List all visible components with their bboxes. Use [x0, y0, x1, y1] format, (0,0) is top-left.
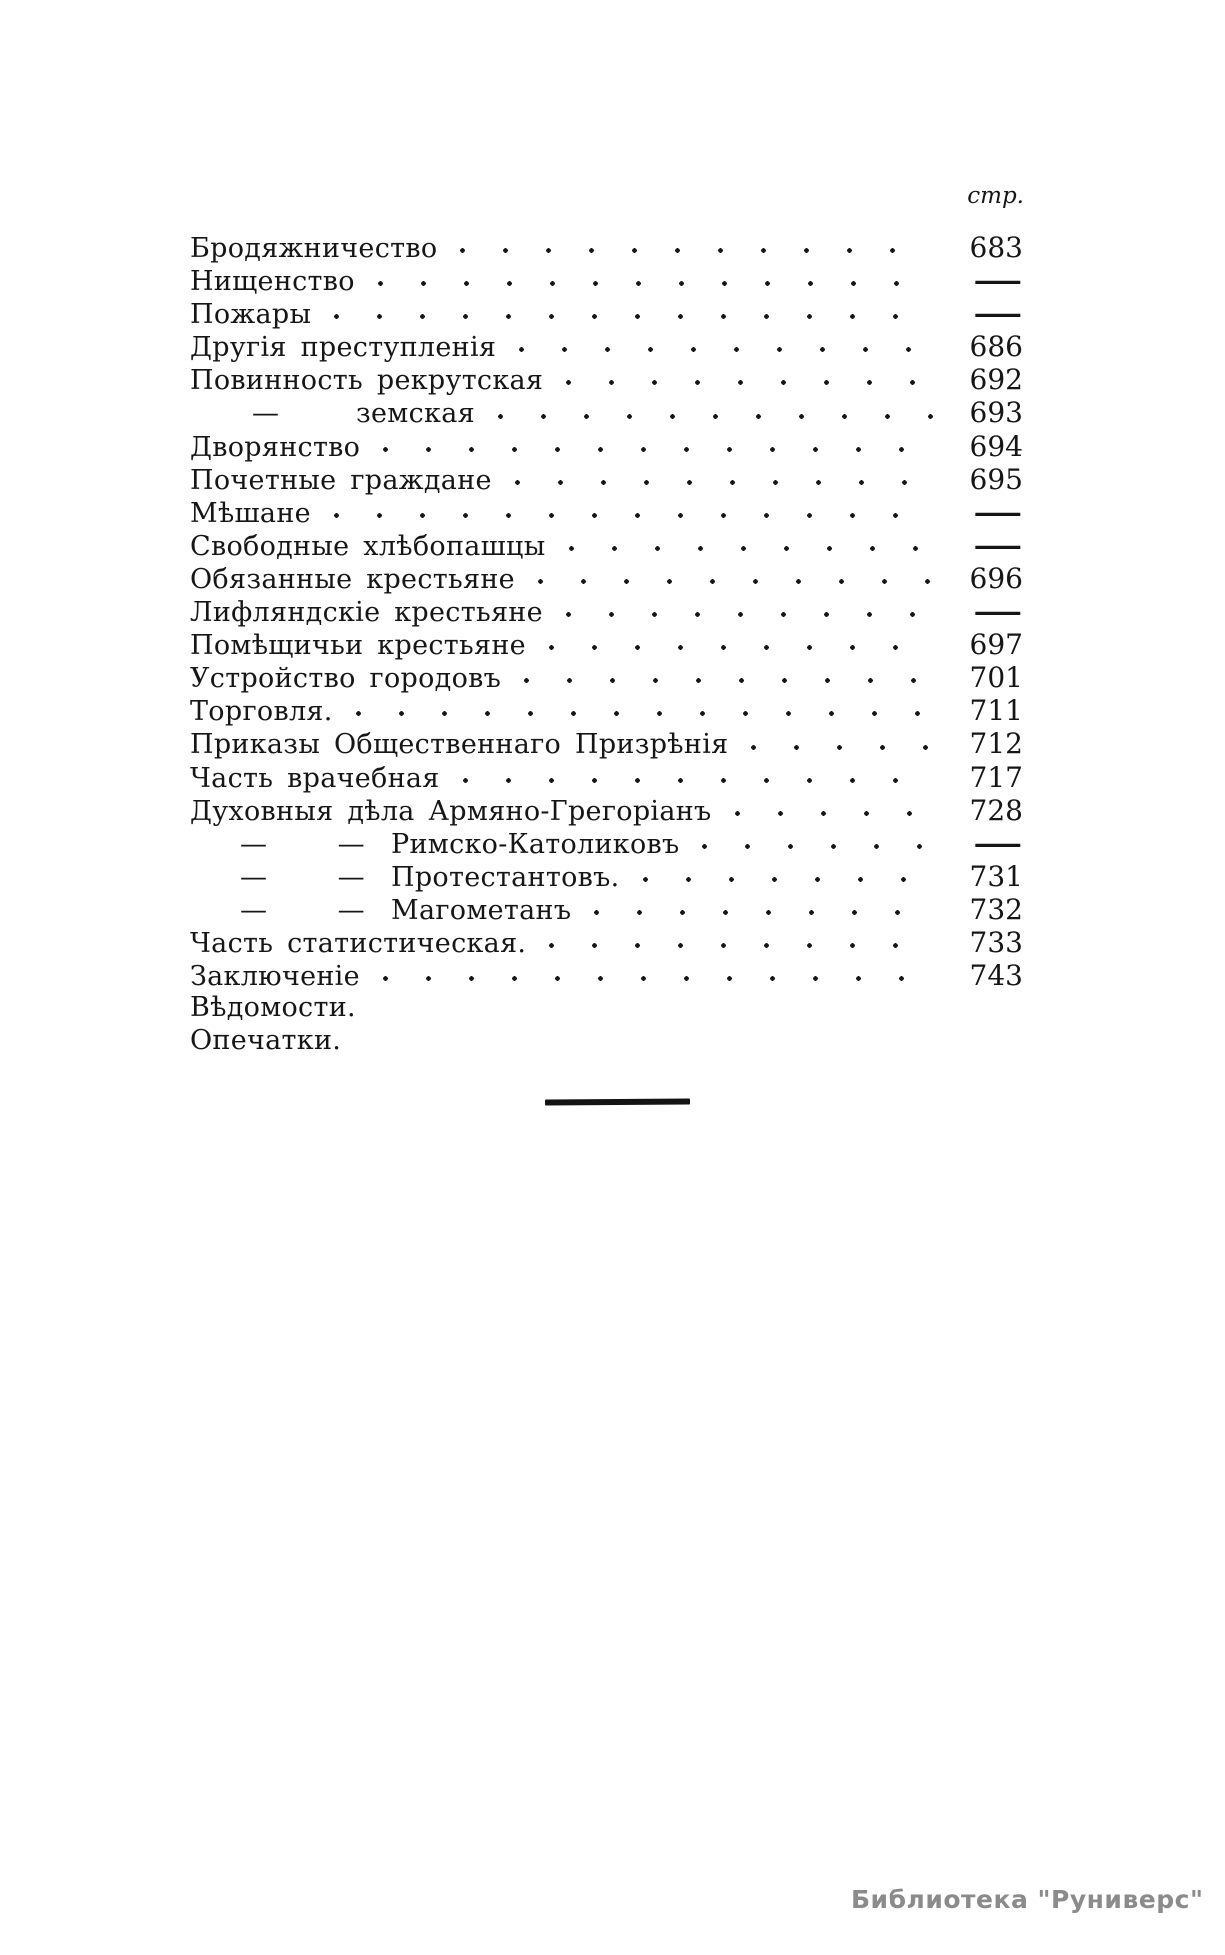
toc-entry-title: Часть врачебная: [190, 762, 440, 794]
toc-row: [190, 430, 1023, 463]
toc-entry-page: 732: [969, 892, 1023, 926]
toc-entry-title: Бродяжничество: [190, 233, 438, 264]
toc-row: [190, 860, 1023, 893]
toc-entry-page: 694: [969, 429, 1023, 463]
toc-entry-title: Повинность рекрутская: [190, 365, 544, 397]
toc-entry-page: 683: [969, 231, 1023, 264]
dot-leader: [523, 677, 933, 684]
toc-row: [190, 231, 1023, 264]
toc-entry-page: 731: [969, 859, 1023, 893]
toc-entry-title: Обязанные крестьяне: [190, 563, 515, 595]
dot-leader: [382, 446, 933, 453]
toc-entry-page: —: [972, 826, 1023, 860]
toc-row: [190, 926, 1023, 959]
toc-row: [190, 297, 1023, 330]
toc-entry-title: Пожары: [190, 299, 312, 331]
toc-entry-title: Приказы Общественнаго Призрѣнія: [190, 729, 729, 761]
toc-entry-title: Протестантовъ.: [391, 861, 620, 893]
toc-entry-page: —: [972, 495, 1023, 529]
ditto-dashes: — —: [240, 861, 365, 893]
toc-row: [190, 463, 1023, 496]
toc-row: [190, 529, 1023, 562]
dot-leader: [750, 744, 933, 751]
toc-entry-title: Другія преступленія: [190, 332, 497, 364]
dot-leader: [734, 810, 933, 817]
dot-leader: [497, 413, 933, 420]
toc-row: [190, 363, 1023, 396]
toc-entry-title: Лифляндскіе крестьяне: [190, 597, 543, 629]
toc-entry-title: Духовныя дѣла Армяно-Грегоріанъ: [190, 795, 712, 827]
toc-entry-title: Почетные граждане: [190, 464, 492, 496]
toc-row: [190, 330, 1023, 363]
toc-entry-title: Нищенство: [190, 266, 355, 298]
library-watermark: Библиотека "Руниверс": [851, 1885, 1204, 1914]
dot-leader: [593, 909, 933, 916]
toc-entry-title: Торговля.: [190, 696, 333, 728]
toc-entry-title: Магометанъ: [391, 894, 572, 926]
toc-entry-page: 697: [969, 628, 1023, 662]
toc-entry-page: 743: [969, 959, 1023, 993]
toc-entry-title: Мѣшане: [190, 497, 311, 529]
toc-row: [190, 396, 1023, 429]
ditto-dashes: — —: [240, 894, 365, 926]
toc-row: [190, 496, 1023, 529]
dot-leader: [518, 346, 933, 353]
toc-entry-title: Опечатки.: [190, 1025, 342, 1057]
toc-entry-title: Вѣдомости.: [190, 992, 356, 1024]
toc-entry-page: 733: [969, 925, 1023, 959]
toc-entry-page: 696: [969, 561, 1023, 595]
table-of-contents: [190, 231, 1023, 1058]
dot-leader: [565, 611, 933, 618]
ditto-dashes: — —: [240, 828, 365, 860]
dot-leader: [514, 479, 933, 486]
toc-entry-page: —: [972, 264, 1023, 298]
toc-entry-page: 686: [969, 330, 1023, 364]
toc-entry-title: Заключеніе: [190, 961, 360, 993]
toc-row: [190, 827, 1023, 860]
toc-entry-page: —: [972, 297, 1023, 331]
dot-leader: [333, 512, 933, 519]
toc-entry-page: 695: [969, 462, 1023, 496]
toc-row: [190, 661, 1023, 694]
dot-leader: [459, 247, 933, 254]
ditto-dash: —: [252, 398, 279, 430]
dot-leader: [377, 280, 933, 287]
toc-entry-page: 701: [969, 661, 1023, 695]
toc-entry-page: 712: [969, 727, 1023, 761]
toc-entry-title: Помѣщичьи крестьяне: [190, 630, 526, 662]
toc-row: [190, 264, 1023, 297]
dot-leader: [462, 777, 933, 784]
toc-entry-title: Дворянство: [190, 431, 361, 463]
toc-entry-page: 692: [969, 363, 1023, 397]
toc-entry-title: Устройство городовъ: [190, 663, 502, 695]
toc-row: [190, 794, 1023, 827]
toc-row: [190, 1025, 1023, 1058]
dot-leader: [537, 578, 933, 585]
toc-entry-title: земская: [356, 398, 475, 430]
toc-entry-page: 693: [969, 396, 1023, 430]
dot-leader: [382, 975, 933, 982]
toc-entry-page: 711: [969, 694, 1023, 728]
dot-leader: [548, 644, 933, 651]
toc-row: [190, 761, 1023, 794]
dot-leader: [642, 876, 933, 883]
dot-leader: [548, 942, 933, 949]
toc-row: [190, 628, 1023, 661]
toc-row: [190, 727, 1023, 760]
toc-row: [190, 595, 1023, 628]
dot-leader: [355, 710, 933, 717]
dot-leader: [568, 545, 933, 552]
toc-row: [190, 959, 1023, 992]
toc-entry-page: 728: [969, 793, 1023, 827]
toc-entry-title: Часть статистическая.: [190, 927, 527, 959]
toc-row: [190, 992, 1023, 1025]
dot-leader: [565, 379, 933, 386]
section-divider-rule: [545, 1098, 690, 1105]
toc-entry-page: —: [972, 528, 1023, 562]
page-column-header: стр.: [967, 183, 1024, 209]
toc-row: [190, 694, 1023, 727]
dot-leader: [333, 313, 933, 320]
toc-entry-title: Свободные хлѣбопашцы: [190, 530, 546, 562]
toc-entry-page: 717: [969, 760, 1023, 794]
toc-row: [190, 562, 1023, 595]
toc-row: [190, 893, 1023, 926]
toc-entry-title: Римско-Католиковъ: [391, 828, 680, 860]
toc-entry-page: —: [972, 595, 1023, 629]
